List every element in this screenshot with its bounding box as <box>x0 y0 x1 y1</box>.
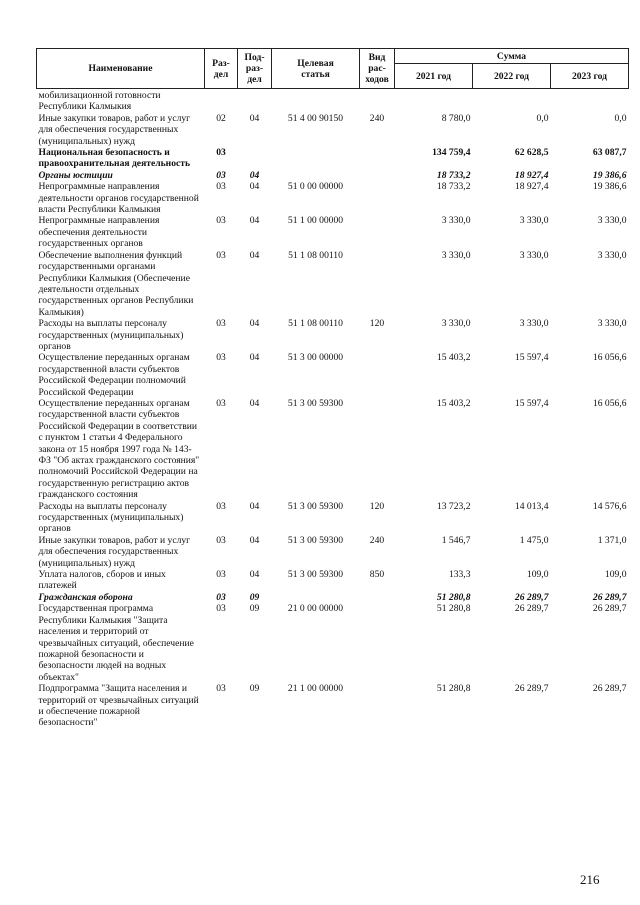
row-target-article: 21 1 00 00000 <box>287 683 344 695</box>
table-row <box>37 352 629 398</box>
row-sum-2021: 51 280,8 <box>436 591 471 603</box>
row-razdel: 03 <box>216 534 226 546</box>
row-sum-2022: 3 330,0 <box>519 318 549 330</box>
row-expense-type: 240 <box>369 112 385 124</box>
row-sum-2023: 0,0 <box>614 112 627 124</box>
row-name: Иные закупки товаров, работ и услуг для обеспечения государственных (муниципальных) нужд <box>38 534 191 569</box>
table-row <box>37 603 629 683</box>
row-expense-type <box>360 352 395 398</box>
row-target-article: 51 1 08 00110 <box>288 318 343 330</box>
row-sum-2023: 14 576,6 <box>592 500 627 512</box>
row-podrazdel: 09 <box>249 603 260 615</box>
row-razdel: 03 <box>216 397 226 409</box>
row-sum-2023: 26 289,7 <box>592 683 627 695</box>
row-sum-2021: 1 546,7 <box>441 534 471 546</box>
row-sum-2021: 3 330,0 <box>441 249 471 261</box>
row-sum-2023: 3 330,0 <box>597 249 627 261</box>
row-sum-2021: 51 280,8 <box>436 603 471 615</box>
row-podrazdel: 04 <box>249 534 260 546</box>
header-sum: Сумма <box>395 49 629 64</box>
row-sum-2021: 18 733,2 <box>436 169 471 181</box>
row-sum-2022: 26 289,7 <box>514 603 549 615</box>
row-name: Национальная безопасность и правоохранительная деятельность <box>38 147 191 170</box>
row-podrazdel: 09 <box>249 683 260 695</box>
row-target-article: 21 0 00 00000 <box>287 603 344 615</box>
header-razdel: Раз- дел <box>205 49 238 89</box>
row-name: Подпрограмма "Защита населения и территорий от чрезвычайных ситуаций и обеспечение пожарной безопасности" <box>38 683 199 729</box>
row-razdel <box>205 89 238 113</box>
row-sum-2022: 109,0 <box>526 569 549 581</box>
row-sum-2021: 15 403,2 <box>436 352 471 364</box>
row-sum-2023: 26 289,7 <box>592 591 627 603</box>
page-number: 216 <box>580 872 600 887</box>
row-target-article: 51 3 00 59300 <box>287 397 344 409</box>
row-sum-2021: 51 280,8 <box>436 683 471 695</box>
header-expense-type: Вид рас- ходов <box>360 49 395 89</box>
row-sum-2023: 19 386,6 <box>592 181 627 193</box>
row-razdel: 03 <box>216 569 226 581</box>
table-row <box>37 147 629 170</box>
row-sum-2023: 16 056,6 <box>592 397 627 409</box>
row-razdel: 03 <box>216 249 226 261</box>
row-target-article: 51 1 00 00000 <box>287 215 344 227</box>
row-sum-2023: 26 289,7 <box>592 603 627 615</box>
row-sum-2022: 15 597,4 <box>514 352 549 364</box>
table-row <box>37 398 629 501</box>
row-podrazdel: 04 <box>249 169 260 181</box>
row-sum-2022: 15 597,4 <box>514 397 549 409</box>
row-sum-2021: 8 780,0 <box>441 112 471 124</box>
row-expense-type: 120 <box>369 500 385 512</box>
row-razdel: 03 <box>216 181 226 193</box>
row-sum-2021: 133,3 <box>448 569 471 581</box>
table-row <box>37 683 629 729</box>
row-expense-type <box>360 170 395 181</box>
table-row <box>37 318 629 352</box>
row-name: Обеспечение выполнения функций государственными органами Республики Калмыкия (Обеспечение деятельности отдельных государственных органов Республики Калмыкия) <box>38 249 194 318</box>
row-name: мобилизационной готовности Республики Калмыкия <box>38 90 161 113</box>
row-podrazdel <box>238 89 272 113</box>
row-podrazdel: 04 <box>249 215 260 227</box>
row-podrazdel: 04 <box>249 181 260 193</box>
row-sum-2022: 14 013,4 <box>514 500 549 512</box>
row-name: Иные закупки товаров, работ и услуг для обеспечения государственных (муниципальных) нужд <box>38 112 191 147</box>
row-target-article: 51 3 00 00000 <box>287 352 344 364</box>
row-name: Органы юстиции <box>38 169 113 181</box>
row-sum-2021: 18 733,2 <box>436 181 471 193</box>
row-target-article: 51 3 00 59300 <box>287 500 344 512</box>
row-razdel: 03 <box>216 352 226 364</box>
row-sum-2023: 63 087,7 <box>592 147 627 159</box>
row-sum-2023: 109,0 <box>604 569 627 581</box>
row-sum-2022: 26 289,7 <box>514 683 549 695</box>
row-sum-2021: 134 759,4 <box>432 147 471 159</box>
budget-table <box>36 48 629 729</box>
row-expense-type <box>360 603 395 683</box>
row-podrazdel: 04 <box>249 569 260 581</box>
row-podrazdel: 04 <box>249 500 260 512</box>
table-row <box>37 250 629 318</box>
table-row <box>37 113 629 147</box>
row-razdel: 03 <box>216 500 226 512</box>
row-target-article: 51 1 08 00110 <box>288 249 343 261</box>
row-name: Осуществление переданных органам государственной власти субъектов Российской Федерации полномочий Российской Федерации <box>38 352 190 398</box>
row-target-article <box>272 592 360 603</box>
row-podrazdel: 04 <box>249 397 260 409</box>
header-name: Наименование <box>37 49 205 89</box>
row-podrazdel: 04 <box>249 318 260 330</box>
row-razdel: 03 <box>216 169 226 181</box>
table-row <box>37 89 629 113</box>
table-row <box>37 569 629 592</box>
row-expense-type <box>360 250 395 318</box>
row-sum-2021: 3 330,0 <box>441 215 471 227</box>
row-expense-type: 120 <box>369 318 385 330</box>
row-name: Государственная программа Республики Калмыкия "Защита населения и территорий от чрезвычайных ситуаций, обеспечение пожарной безопасности и безопасности людей на водных объектах" <box>38 603 194 683</box>
row-podrazdel: 04 <box>249 352 260 364</box>
row-sum-2023: 19 386,6 <box>592 169 627 181</box>
header-target-article: Целевая статья <box>272 49 360 89</box>
row-expense-type: 240 <box>369 534 385 546</box>
row-expense-type <box>360 592 395 603</box>
table-row <box>37 181 629 215</box>
row-sum-2021: 3 330,0 <box>441 318 471 330</box>
row-sum-2021: 15 403,2 <box>436 397 471 409</box>
row-sum-2022 <box>473 89 551 113</box>
row-expense-type <box>360 147 395 170</box>
row-expense-type <box>360 181 395 215</box>
table-row <box>37 501 629 535</box>
row-razdel: 03 <box>216 591 226 603</box>
header-year-2021: 2021 год <box>395 64 473 89</box>
row-expense-type <box>360 215 395 249</box>
row-sum-2021: 13 723,2 <box>436 500 471 512</box>
row-sum-2022: 18 927,4 <box>514 181 549 193</box>
row-name: Расходы на выплаты персоналу государственных (муниципальных) органов <box>38 318 184 352</box>
row-razdel: 03 <box>216 683 226 695</box>
row-sum-2023 <box>551 89 629 113</box>
row-target-article <box>272 147 360 170</box>
row-razdel: 03 <box>216 215 226 227</box>
table-row <box>37 170 629 181</box>
row-name: Гражданская оборона <box>38 591 133 603</box>
table-body <box>37 89 629 729</box>
row-sum-2023: 3 330,0 <box>597 318 627 330</box>
row-razdel: 03 <box>216 318 226 330</box>
row-sum-2023: 16 056,6 <box>592 352 627 364</box>
row-expense-type <box>360 398 395 501</box>
row-name: Расходы на выплаты персоналу государственных (муниципальных) органов <box>38 500 184 535</box>
table-row <box>37 535 629 569</box>
row-name: Осуществление переданных органам государственной власти субъектов Российской Федерации в соответствии с пунктом 1 статьи 4 Федерального закона от 15 ноября 1997 года № 143-ФЗ "Об актах гражданского состояния" полномочий Российской Федерации на государственную регистрацию актов гражданского состояния <box>38 397 200 501</box>
row-sum-2022: 1 475,0 <box>519 534 549 546</box>
row-name: Уплата налогов, сборов и иных платежей <box>38 569 166 592</box>
budget-table-page <box>36 48 628 729</box>
row-name: Непрограммные направления деятельности органов государственной власти Республики Калмыкия <box>38 181 199 216</box>
row-sum-2022: 0,0 <box>536 112 549 124</box>
row-sum-2022: 62 628,5 <box>514 147 549 159</box>
row-podrazdel: 09 <box>249 591 260 603</box>
row-sum-2021 <box>395 89 473 113</box>
row-target-article <box>272 89 360 113</box>
row-podrazdel: 04 <box>249 249 260 261</box>
row-sum-2022: 26 289,7 <box>514 591 549 603</box>
row-expense-type <box>360 683 395 729</box>
row-podrazdel <box>238 147 272 170</box>
row-podrazdel: 04 <box>249 112 260 124</box>
table-row <box>37 592 629 603</box>
row-sum-2022: 18 927,4 <box>514 169 549 181</box>
row-name: Непрограммные направления обеспечения деятельности государственных органов <box>38 215 160 250</box>
row-target-article: 51 3 00 59300 <box>287 569 344 581</box>
row-sum-2022: 3 330,0 <box>519 249 549 261</box>
row-target-article: 51 4 00 90150 <box>287 112 344 124</box>
header-podrazdel: Под- раз- дел <box>238 49 272 89</box>
row-expense-type <box>360 89 395 113</box>
row-sum-2023: 1 371,0 <box>597 534 627 546</box>
row-sum-2022: 3 330,0 <box>519 215 549 227</box>
row-sum-2023: 3 330,0 <box>597 215 627 227</box>
row-target-article: 51 0 00 00000 <box>287 181 344 193</box>
row-razdel: 02 <box>216 112 226 124</box>
row-expense-type: 850 <box>369 569 385 581</box>
row-razdel: 03 <box>216 603 226 615</box>
row-razdel: 03 <box>216 147 226 159</box>
header-year-2022: 2022 год <box>473 64 551 89</box>
row-target-article: 51 3 00 59300 <box>287 534 344 546</box>
row-target-article <box>272 170 360 181</box>
table-row <box>37 215 629 249</box>
table-header <box>37 49 629 89</box>
header-year-2023: 2023 год <box>551 64 629 89</box>
